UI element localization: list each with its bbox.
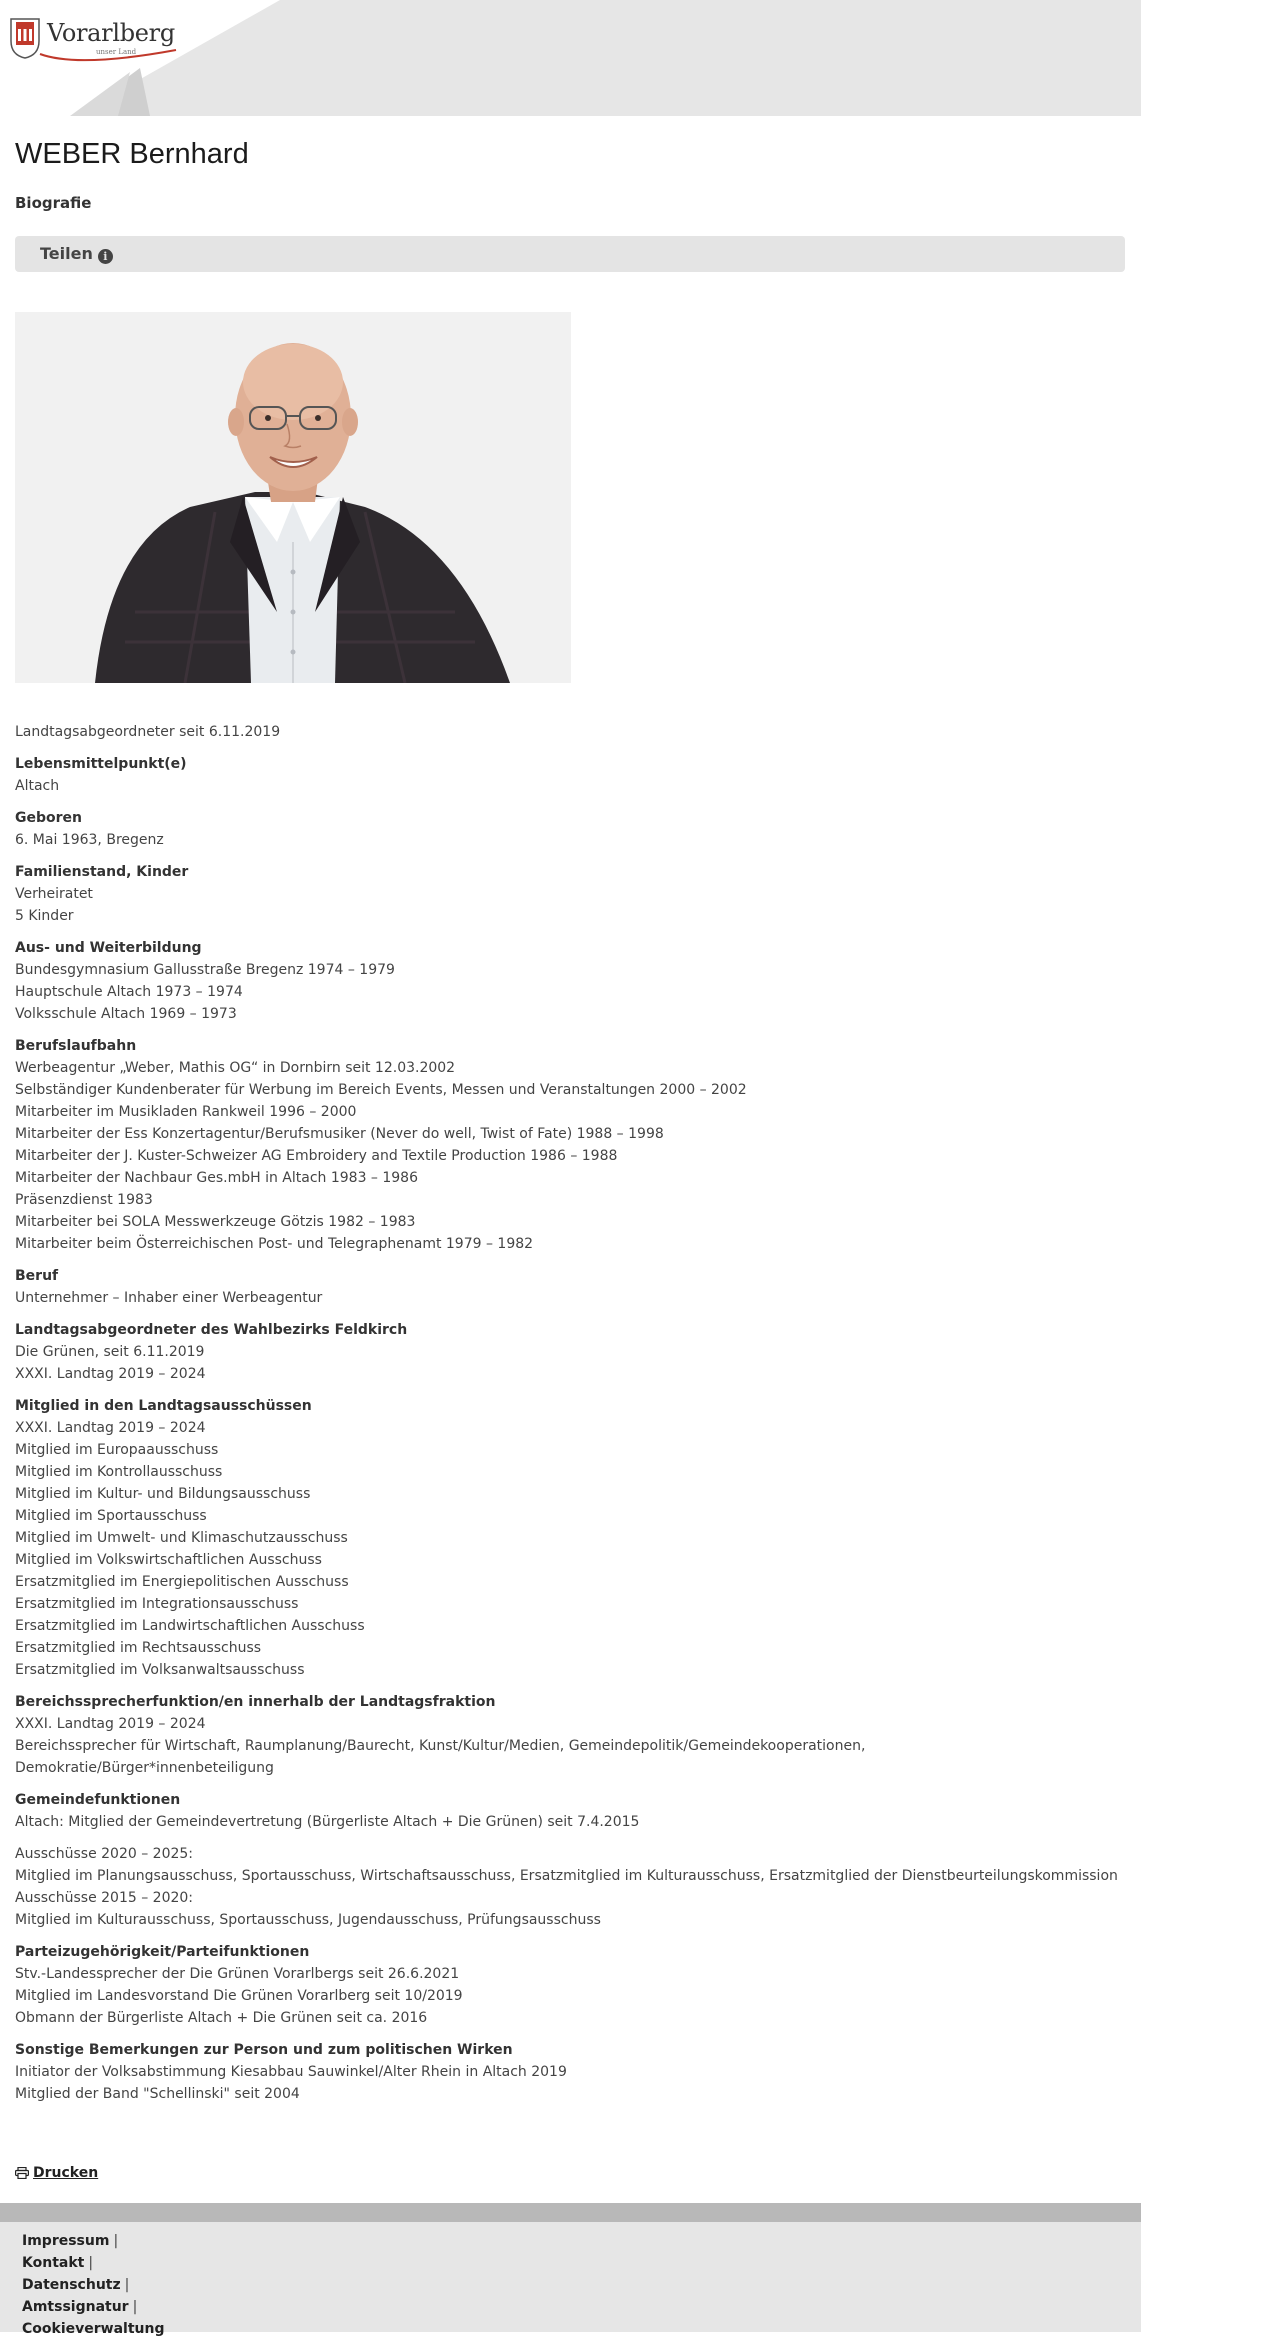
bio-line: Mitglied der Band "Schellinski" seit 2004	[15, 2086, 300, 2102]
bio-line: Ersatzmitglied im Volksanwaltsausschuss	[15, 1662, 305, 1678]
bio-section-label: Bereichssprecherfunktion/en innerhalb der Landtagsfraktion	[15, 1694, 496, 1710]
footer-link-kontakt[interactable]: Kontakt	[22, 2255, 85, 2271]
bio-line: Initiator der Volksabstimmung Kiesabbau Sauwinkel/Alter Rhein in Altach 2019	[15, 2064, 567, 2080]
footer-link-item	[22, 2230, 1141, 2252]
bio-sections	[15, 753, 1126, 2105]
bio-section	[15, 1319, 1126, 1385]
coat-of-arms-icon	[8, 15, 42, 59]
bio-section	[15, 753, 1126, 797]
bio-line: XXXI. Landtag 2019 – 2024	[15, 1366, 206, 1382]
bio-section-label: Beruf	[15, 1268, 59, 1284]
site-logo[interactable]	[8, 12, 173, 64]
bio-line: Mitarbeiter der Ess Konzertagentur/Berufsmusiker (Never do well, Twist of Fate) 1988 – 1998	[15, 1126, 664, 1142]
printer-icon	[15, 2167, 29, 2179]
bio-section	[15, 2039, 1126, 2105]
bio-section-label: Berufslaufbahn	[15, 1038, 137, 1054]
bio-line: Mitarbeiter bei SOLA Messwerkzeuge Götzis 1982 – 1983	[15, 1214, 416, 1230]
bio-section-label: Aus- und Weiterbildung	[15, 940, 202, 956]
footer-links	[0, 2222, 1141, 2340]
bio-line: Ersatzmitglied im Integrationsausschuss	[15, 1596, 299, 1612]
bio-line: Die Grünen, seit 6.11.2019	[15, 1344, 205, 1360]
bio-line: 6. Mai 1963, Bregenz	[15, 832, 164, 848]
logo-wordmark: Vorarlberg	[47, 19, 175, 47]
page-title: WEBER Bernhard	[15, 138, 249, 170]
footer-link-cookieverwaltung[interactable]: Cookieverwaltung	[22, 2321, 165, 2337]
bio-section	[15, 1395, 1126, 1681]
bio-line: 5 Kinder	[15, 908, 74, 924]
bio-section	[15, 1035, 1126, 1255]
bio-line: Bundesgymnasium Gallusstraße Bregenz 1974 – 1979	[15, 962, 395, 978]
bio-line: Altach: Mitglied der Gemeindevertretung (Bürgerliste Altach + Die Grünen) seit 7.4.2015	[15, 1814, 640, 1830]
bio-line: Mitarbeiter im Musikladen Rankweil 1996 – 2000	[15, 1104, 357, 1120]
footer-bar	[0, 2203, 1141, 2222]
bio-line: XXXI. Landtag 2019 – 2024	[15, 1716, 206, 1732]
portrait-photo	[15, 312, 571, 683]
bio-line: Stv.-Landessprecher der Die Grünen Vorarlbergs seit 26.6.2021	[15, 1966, 460, 1982]
bio-section	[15, 1941, 1126, 2029]
bio-line: Ausschüsse 2015 – 2020:	[15, 1890, 194, 1906]
bio-line: Mitarbeiter der Nachbaur Ges.mbH in Altach 1983 – 1986	[15, 1170, 418, 1186]
footer-link-impressum[interactable]: Impressum	[22, 2233, 110, 2249]
footer-link-item	[22, 2252, 1141, 2274]
bio-line: Präsenzdienst 1983	[15, 1192, 153, 1208]
bio-section	[15, 861, 1126, 927]
bio-line: Selbständiger Kundenberater für Werbung im Bereich Events, Messen und Veranstaltungen 2000 – 2002	[15, 1082, 747, 1098]
section-subtitle: Biografie	[15, 194, 92, 212]
print-label: Drucken	[33, 2165, 99, 2181]
biography	[15, 721, 1126, 2105]
bio-section-label: Mitglied in den Landtagsausschüssen	[15, 1398, 312, 1414]
bio-section-label: Parteizugehörigkeit/Parteifunktionen	[15, 1944, 310, 1960]
footer-link-item	[22, 2318, 1141, 2340]
bio-line: Ersatzmitglied im Rechtsausschuss	[15, 1640, 262, 1656]
footer-link-amtssignatur[interactable]: Amtssignatur	[22, 2299, 129, 2315]
bio-line: Mitglied im Kontrollausschuss	[15, 1464, 223, 1480]
bio-section-label: Geboren	[15, 810, 82, 826]
bio-line: Altach	[15, 778, 60, 794]
bio-section-label: Landtagsabgeordneter des Wahlbezirks Feldkirch	[15, 1322, 408, 1338]
bio-section-label: Lebensmittelpunkt(e)	[15, 756, 187, 772]
bio-spacer	[15, 1833, 1126, 1843]
footer-separator: |	[132, 2299, 138, 2315]
bio-line: XXXI. Landtag 2019 – 2024	[15, 1420, 206, 1436]
bio-line: Ersatzmitglied im Energiepolitischen Ausschuss	[15, 1574, 349, 1590]
share-label: Teilen	[40, 244, 93, 263]
bio-section-label: Sonstige Bemerkungen zur Person und zum politischen Wirken	[15, 2042, 513, 2058]
bio-line: Ersatzmitglied im Landwirtschaftlichen Ausschuss	[15, 1618, 365, 1634]
site-footer	[0, 2222, 1141, 2337]
bio-line: Mitglied im Europaausschuss	[15, 1442, 219, 1458]
bio-section	[15, 1265, 1126, 1309]
bio-line: Mitglied im Umwelt- und Klimaschutzausschuss	[15, 1530, 348, 1546]
bio-line: Mitarbeiter der J. Kuster-Schweizer AG Embroidery and Textile Production 1986 – 1988	[15, 1148, 618, 1164]
bio-lead: Landtagsabgeordneter seit 6.11.2019	[15, 724, 281, 740]
bio-section	[15, 1789, 1126, 1931]
bio-line: Mitglied im Planungsausschuss, Sportausschuss, Wirtschaftsausschuss, Ersatzmitglied im Kulturausschuss, Ersatzmitglied der Dienstbeurteilungskommission	[15, 1868, 1118, 1884]
logo-tagline: unser Land	[96, 48, 137, 56]
footer-separator: |	[113, 2233, 119, 2249]
bio-line: Mitglied im Landesvorstand Die Grünen Vorarlberg seit 10/2019	[15, 1988, 463, 2004]
bio-line: Hauptschule Altach 1973 – 1974	[15, 984, 243, 1000]
bio-section	[15, 1691, 1126, 1779]
footer-link-item	[22, 2274, 1141, 2296]
footer-link-item	[22, 2296, 1141, 2318]
bio-line: Mitglied im Volkswirtschaftlichen Ausschuss	[15, 1552, 322, 1568]
site-header	[0, 0, 1141, 116]
bio-line: Mitglied im Kulturausschuss, Sportausschuss, Jugendausschuss, Prüfungsausschuss	[15, 1912, 601, 1928]
portrait-illustration	[15, 312, 571, 683]
info-circle-icon[interactable]: i	[98, 249, 113, 264]
bio-line: Mitglied im Sportausschuss	[15, 1508, 207, 1524]
share-bar	[15, 236, 1125, 272]
share-button[interactable]	[40, 244, 113, 264]
bio-line: Volksschule Altach 1969 – 1973	[15, 1006, 237, 1022]
bio-line: Unternehmer – Inhaber einer Werbeagentur	[15, 1290, 323, 1306]
bio-line: Werbeagentur „Weber, Mathis OG“ in Dornbirn seit 12.03.2002	[15, 1060, 456, 1076]
bio-section	[15, 807, 1126, 851]
bio-line: Mitarbeiter beim Österreichischen Post- und Telegraphenamt 1979 – 1982	[15, 1236, 534, 1252]
bio-line: Verheiratet	[15, 886, 93, 902]
print-link[interactable]	[15, 2165, 98, 2181]
footer-link-datenschutz[interactable]: Datenschutz	[22, 2277, 121, 2293]
bio-section-label: Familienstand, Kinder	[15, 864, 189, 880]
bio-line: Mitglied im Kultur- und Bildungsausschuss	[15, 1486, 311, 1502]
main-content	[0, 116, 1141, 2183]
bio-section-label: Gemeindefunktionen	[15, 1792, 181, 1808]
bio-line: Obmann der Bürgerliste Altach + Die Grünen seit ca. 2016	[15, 2010, 428, 2026]
bio-line: Bereichssprecher für Wirtschaft, Raumplanung/Baurecht, Kunst/Kultur/Medien, Gemeindepolitik/Gemeindekooperationen, Demokratie/Bürger*innenbeteiligung	[15, 1738, 866, 1776]
footer-separator: |	[88, 2255, 94, 2271]
footer-separator: |	[124, 2277, 130, 2293]
bio-section	[15, 937, 1126, 1025]
bio-line: Ausschüsse 2020 – 2025:	[15, 1846, 194, 1862]
